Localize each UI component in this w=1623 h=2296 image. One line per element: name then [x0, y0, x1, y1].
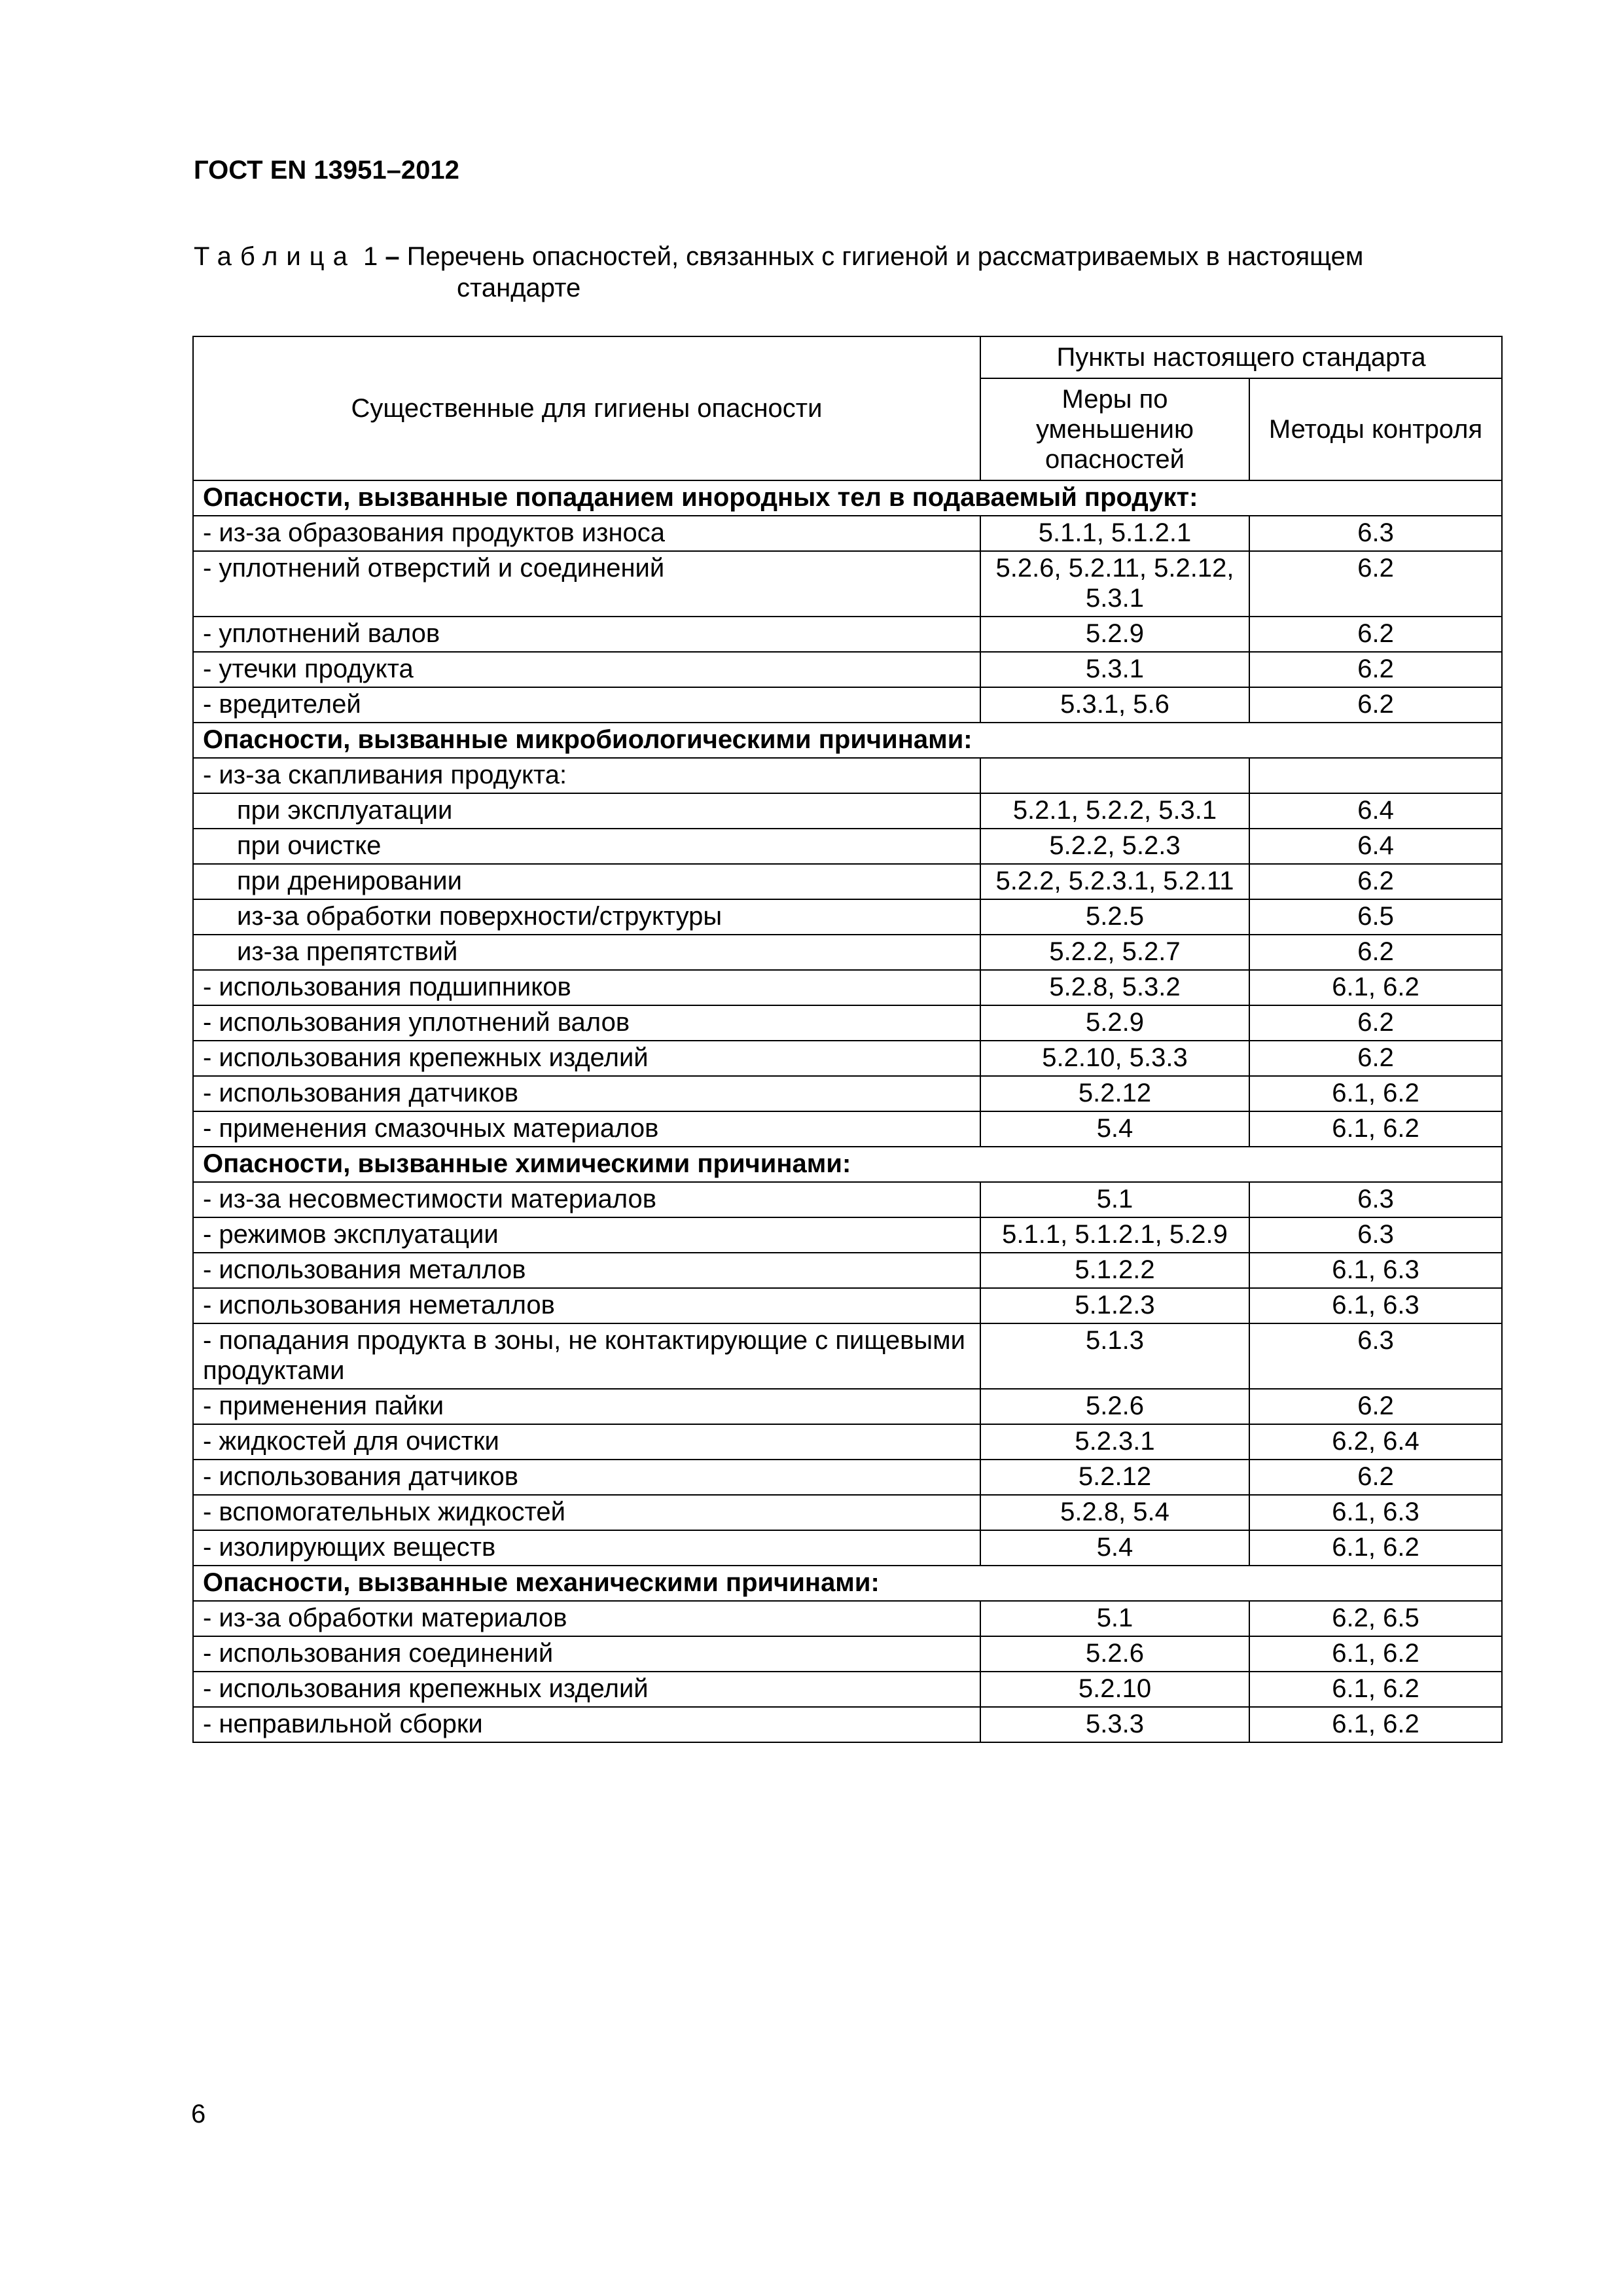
hazard-cell: - использования датчиков [193, 1076, 980, 1111]
hazard-cell: из-за обработки поверхности/структуры [193, 899, 980, 935]
table-row [193, 1530, 1502, 1566]
hazard-cell: при дренировании [193, 864, 980, 899]
measures-cell: 5.1 [980, 1601, 1249, 1636]
table-row [193, 1076, 1502, 1111]
hazard-cell: - жидкостей для очистки [193, 1424, 980, 1460]
table-head [193, 336, 1502, 480]
hazard-cell: - использования датчиков [193, 1460, 980, 1495]
section-row [193, 723, 1502, 758]
header-measures: Меры по уменьшению опасностей [980, 378, 1249, 480]
methods-cell: 6.3 [1249, 1217, 1502, 1253]
caption-number: 1 [363, 242, 378, 271]
caption-label: Таблица [194, 242, 356, 271]
hazard-cell: - использования металлов [193, 1253, 980, 1288]
measures-cell: 5.2.6, 5.2.11, 5.2.12, 5.3.1 [980, 551, 1249, 617]
measures-cell: 5.1.1, 5.1.2.1 [980, 516, 1249, 551]
table-row [193, 758, 1502, 793]
measures-cell: 5.2.8, 5.4 [980, 1495, 1249, 1530]
measures-cell: 5.2.6 [980, 1636, 1249, 1672]
table-body [193, 480, 1502, 1742]
methods-cell: 6.1, 6.2 [1249, 1636, 1502, 1672]
table-row [193, 1636, 1502, 1672]
section-row [193, 1147, 1502, 1182]
hazard-cell: - из-за несовместимости материалов [193, 1182, 980, 1217]
measures-cell: 5.2.8, 5.3.2 [980, 970, 1249, 1005]
methods-cell: 6.4 [1249, 793, 1502, 829]
measures-cell: 5.4 [980, 1111, 1249, 1147]
table-row [193, 1323, 1502, 1389]
table-row [193, 551, 1502, 617]
methods-cell: 6.1, 6.3 [1249, 1495, 1502, 1530]
measures-cell: 5.2.6 [980, 1389, 1249, 1424]
hazard-cell: - использования крепежных изделий [193, 1041, 980, 1076]
table-row [193, 1424, 1502, 1460]
methods-cell: 6.1, 6.2 [1249, 1530, 1502, 1566]
table-row [193, 1253, 1502, 1288]
methods-cell: 6.1, 6.2 [1249, 1707, 1502, 1742]
table-row [193, 793, 1502, 829]
section-title: Опасности, вызванные микробиологическими причинами: [193, 723, 1502, 758]
hazard-cell: - утечки продукта [193, 652, 980, 687]
table-row [193, 1182, 1502, 1217]
table-row [193, 1495, 1502, 1530]
table-row [193, 1460, 1502, 1495]
header-row-1 [193, 336, 1502, 378]
table-row [193, 1005, 1502, 1041]
measures-cell: 5.2.10 [980, 1672, 1249, 1707]
methods-cell: 6.3 [1249, 1323, 1502, 1389]
hazard-cell: - применения пайки [193, 1389, 980, 1424]
hazard-cell: при эксплуатации [193, 793, 980, 829]
section-row [193, 480, 1502, 516]
hazard-cell: - вредителей [193, 687, 980, 723]
hazard-cell: - вспомогательных жидкостей [193, 1495, 980, 1530]
measures-cell: 5.2.5 [980, 899, 1249, 935]
section-title: Опасности, вызванные механическими причинами: [193, 1566, 1502, 1601]
methods-cell: 6.2 [1249, 1005, 1502, 1041]
hazard-cell: - уплотнений отверстий и соединений [193, 551, 980, 617]
table-row [193, 1672, 1502, 1707]
caption-dash: – [385, 242, 400, 271]
header-methods: Методы контроля [1249, 378, 1502, 480]
table-row [193, 1041, 1502, 1076]
hazard-cell: - режимов эксплуатации [193, 1217, 980, 1253]
hazard-cell: - попадания продукта в зоны, не контактирующие с пищевыми продуктами [193, 1323, 980, 1389]
methods-cell: 6.1, 6.2 [1249, 1111, 1502, 1147]
header-hazard: Существенные для гигиены опасности [193, 336, 980, 480]
methods-cell: 6.2 [1249, 617, 1502, 652]
measures-cell: 5.2.12 [980, 1076, 1249, 1111]
methods-cell: 6.5 [1249, 899, 1502, 935]
hazard-cell: - использования крепежных изделий [193, 1672, 980, 1707]
hazard-cell: - использования уплотнений валов [193, 1005, 980, 1041]
measures-cell: 5.2.9 [980, 617, 1249, 652]
measures-cell: 5.2.10, 5.3.3 [980, 1041, 1249, 1076]
measures-cell: 5.1.1, 5.1.2.1, 5.2.9 [980, 1217, 1249, 1253]
measures-cell: 5.2.12 [980, 1460, 1249, 1495]
hazard-cell: - использования подшипников [193, 970, 980, 1005]
hazard-cell: - уплотнений валов [193, 617, 980, 652]
section-title: Опасности, вызванные попаданием инородных тел в подаваемый продукт: [193, 480, 1502, 516]
methods-cell: 6.1, 6.2 [1249, 1672, 1502, 1707]
methods-cell: 6.4 [1249, 829, 1502, 864]
measures-cell: 5.1.3 [980, 1323, 1249, 1389]
methods-cell: 6.1, 6.2 [1249, 1076, 1502, 1111]
methods-cell: 6.2 [1249, 864, 1502, 899]
table-row [193, 617, 1502, 652]
document-header: ГОСТ EN 13951–2012 [194, 156, 459, 185]
methods-cell: 6.2 [1249, 935, 1502, 970]
measures-cell: 5.2.2, 5.2.3 [980, 829, 1249, 864]
header-clauses: Пункты настоящего стандарта [980, 336, 1502, 378]
hazard-cell: - использования неметаллов [193, 1288, 980, 1323]
table-row [193, 935, 1502, 970]
hazard-cell: из-за препятствий [193, 935, 980, 970]
table-row [193, 1389, 1502, 1424]
table-row [193, 829, 1502, 864]
methods-cell: 6.3 [1249, 516, 1502, 551]
table-row [193, 516, 1502, 551]
page-number: 6 [191, 2100, 206, 2128]
methods-cell: 6.3 [1249, 1182, 1502, 1217]
methods-cell: 6.1, 6.2 [1249, 970, 1502, 1005]
hazard-cell: - из-за обработки материалов [193, 1601, 980, 1636]
methods-cell: 6.2 [1249, 1389, 1502, 1424]
measures-cell: 5.4 [980, 1530, 1249, 1566]
table-row [193, 899, 1502, 935]
table-row [193, 1111, 1502, 1147]
table-caption [194, 241, 1503, 304]
section-row [193, 1566, 1502, 1601]
methods-cell: 6.2 [1249, 1041, 1502, 1076]
measures-cell: 5.3.1, 5.6 [980, 687, 1249, 723]
measures-cell: 5.2.2, 5.2.3.1, 5.2.11 [980, 864, 1249, 899]
methods-cell: 6.2, 6.4 [1249, 1424, 1502, 1460]
measures-cell: 5.1.2.2 [980, 1253, 1249, 1288]
table-row [193, 1288, 1502, 1323]
measures-cell: 5.2.9 [980, 1005, 1249, 1041]
hazard-cell: - из-за образования продуктов износа [193, 516, 980, 551]
measures-cell: 5.3.3 [980, 1707, 1249, 1742]
table-row [193, 1707, 1502, 1742]
hazard-cell: - использования соединений [193, 1636, 980, 1672]
measures-cell: 5.2.1, 5.2.2, 5.3.1 [980, 793, 1249, 829]
caption-title-line2: стандарте [457, 274, 581, 302]
table-row [193, 864, 1502, 899]
hazards-table [192, 336, 1503, 1743]
section-title: Опасности, вызванные химическими причинами: [193, 1147, 1502, 1182]
methods-cell: 6.1, 6.3 [1249, 1253, 1502, 1288]
methods-cell: 6.1, 6.3 [1249, 1288, 1502, 1323]
measures-cell: 5.1 [980, 1182, 1249, 1217]
methods-cell: 6.2 [1249, 687, 1502, 723]
methods-cell: 6.2 [1249, 652, 1502, 687]
methods-cell: 6.2 [1249, 551, 1502, 617]
methods-cell: 6.2 [1249, 1460, 1502, 1495]
table-row [193, 652, 1502, 687]
measures-cell: 5.2.3.1 [980, 1424, 1249, 1460]
hazard-cell: - из-за скапливания продукта: [193, 758, 980, 793]
table-row [193, 970, 1502, 1005]
table-row [193, 687, 1502, 723]
hazard-cell: - неправильной сборки [193, 1707, 980, 1742]
measures-cell [980, 758, 1249, 793]
methods-cell: 6.2, 6.5 [1249, 1601, 1502, 1636]
hazard-cell: - применения смазочных материалов [193, 1111, 980, 1147]
table-row [193, 1601, 1502, 1636]
table-row [193, 1217, 1502, 1253]
methods-cell [1249, 758, 1502, 793]
caption-title-line1: Перечень опасностей, связанных с гигиеной и рассматриваемых в настоящем [406, 242, 1364, 271]
measures-cell: 5.2.2, 5.2.7 [980, 935, 1249, 970]
measures-cell: 5.3.1 [980, 652, 1249, 687]
hazard-cell: - изолирующих веществ [193, 1530, 980, 1566]
measures-cell: 5.1.2.3 [980, 1288, 1249, 1323]
hazard-cell: при очистке [193, 829, 980, 864]
